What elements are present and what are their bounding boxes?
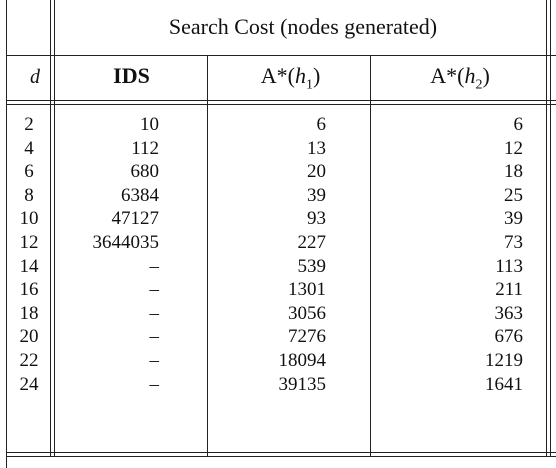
cell-astar-h1: 93	[307, 208, 326, 229]
rule-colhead-bottom-b	[6, 104, 556, 105]
cell-astar-h1: 3056	[288, 303, 326, 324]
heuristic-sub: 1	[305, 77, 313, 93]
rule-h1-h2	[370, 56, 371, 456]
cell-ids: 47127	[111, 208, 159, 229]
cell-astar-h2: 73	[504, 232, 523, 253]
heuristic-var: h	[294, 63, 306, 88]
cell-d: 20	[19, 326, 39, 347]
cell-ids: –	[149, 256, 159, 277]
cell-d: 4	[24, 138, 34, 159]
cell-d: 22	[19, 350, 39, 371]
column-header-astar-h2	[370, 65, 550, 92]
cell-astar-h2: 12	[504, 138, 523, 159]
rule-colhead-bottom-a	[6, 100, 556, 101]
cell-astar-h1: 6	[316, 114, 326, 135]
cell-astar-h2: 676	[494, 326, 523, 347]
cell-ids: –	[149, 326, 159, 347]
cell-astar-h1: 18094	[278, 350, 326, 371]
heuristic-var: h	[464, 63, 476, 88]
rule-table-bottom-b	[6, 456, 556, 457]
astar-prefix: A*(	[260, 63, 295, 88]
astar-suffix: )	[482, 63, 490, 88]
cell-ids: –	[149, 350, 159, 371]
table-super-header: Search Cost (nodes generated)	[168, 14, 438, 39]
rule-table-bottom-a	[6, 452, 556, 453]
cell-d: 24	[19, 374, 39, 395]
cell-astar-h1: 39	[307, 185, 326, 206]
cell-astar-h2: 211	[495, 279, 523, 300]
cell-astar-h1: 39135	[278, 374, 326, 395]
cell-ids: –	[149, 374, 159, 395]
rule-d-ids-b	[54, 0, 55, 456]
astar-suffix: )	[312, 63, 321, 88]
column-header-ids: IDS	[113, 63, 150, 88]
cell-astar-h1: 7276	[288, 326, 326, 347]
cell-ids: 680	[130, 161, 159, 182]
cell-ids: –	[149, 279, 159, 300]
heuristic-sub: 2	[475, 77, 483, 93]
column-header-d: d	[30, 66, 40, 88]
cell-astar-h2: 113	[495, 256, 523, 277]
cell-astar-h1: 20	[307, 161, 326, 182]
cell-d: 8	[24, 185, 34, 206]
cell-astar-h2: 18	[504, 161, 523, 182]
rule-header-bottom	[6, 55, 556, 56]
cell-astar-h1: 539	[297, 256, 326, 277]
rule-left	[6, 0, 7, 468]
cell-ids: 3644035	[92, 232, 159, 253]
cell-d: 18	[19, 303, 39, 324]
cell-d: 12	[19, 232, 39, 253]
cell-astar-h1: 1301	[288, 279, 326, 300]
cell-astar-h2: 1219	[485, 350, 523, 371]
cell-astar-h2: 6	[513, 114, 523, 135]
cell-astar-h2: 1641	[485, 374, 523, 395]
cell-ids: 112	[131, 138, 159, 159]
rule-d-ids-a	[50, 0, 51, 456]
cell-d: 14	[19, 256, 39, 277]
cell-ids: –	[149, 303, 159, 324]
cell-astar-h2: 25	[504, 185, 523, 206]
cell-astar-h1: 13	[307, 138, 326, 159]
cell-astar-h2: 363	[494, 303, 523, 324]
column-header-astar-h1	[207, 65, 374, 92]
cell-d: 10	[19, 208, 39, 229]
astar-prefix: A*(	[430, 63, 465, 88]
cell-astar-h1: 227	[297, 232, 326, 253]
rule-right-b	[550, 0, 551, 456]
cell-d: 6	[24, 161, 34, 182]
cell-d: 2	[24, 114, 34, 135]
cell-ids: 6384	[121, 185, 159, 206]
cell-ids: 10	[140, 114, 159, 135]
cell-d: 16	[19, 279, 39, 300]
cell-astar-h2: 39	[504, 208, 523, 229]
